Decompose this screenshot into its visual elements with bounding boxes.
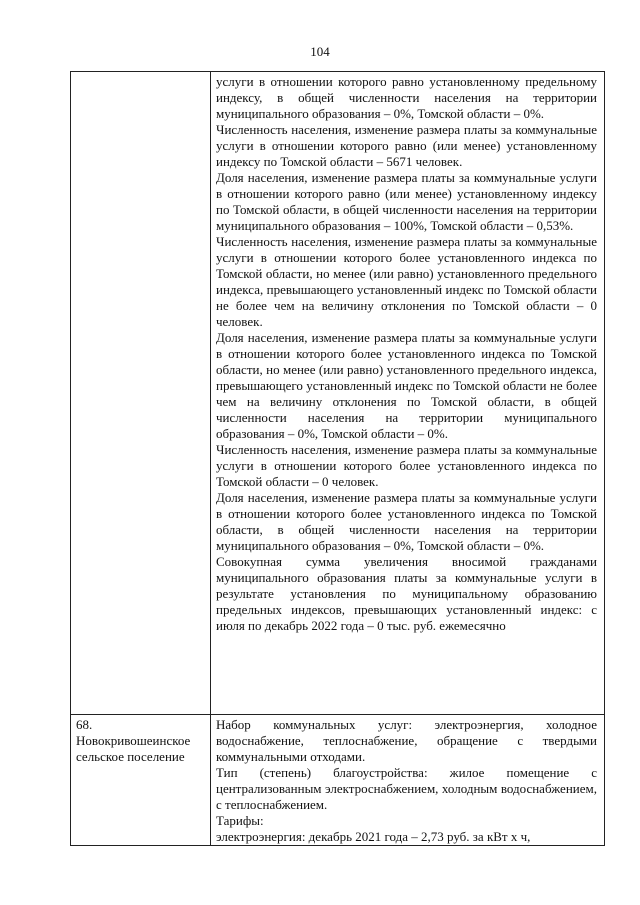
column-divider bbox=[210, 72, 211, 845]
paragraph: Численность населения, изменение размера платы за коммунальные услуги в отношении которого более установленного индекса по Томской области, но менее (или равно) установленного предельного индекса, превышающего установленный индекс по Томской области не более чем на величину отклонения по Томской области – 0 человек. bbox=[216, 234, 597, 329]
paragraph: Доля населения, изменение размера платы за коммунальные услуги в отношении которого равно (или менее) установленному индексу по Томской области, в общей численности населения на территории муниципального образования – 100%, Томской области – 0,53%. bbox=[216, 170, 597, 233]
row-divider bbox=[71, 714, 604, 715]
row-2-description-cell bbox=[216, 717, 597, 845]
paragraph: Доля населения, изменение размера платы за коммунальные услуги в отношении которого более установленного индекса по Томской области, в общей численности населения на территории муниципального образования – 0%, Томской области – 0%. bbox=[216, 490, 597, 553]
paragraph: Набор коммунальных услуг: электроэнергия, холодное водоснабжение, теплоснабжение, обращение с твердыми коммунальными отходами. bbox=[216, 717, 597, 764]
municipality-name: Новокривошеинское сельское поселение bbox=[76, 733, 191, 764]
paragraph: Тарифы: bbox=[216, 813, 264, 828]
document-table bbox=[70, 71, 605, 846]
paragraph: электроэнергия: декабрь 2021 года – 2,73 руб. за кВт х ч, bbox=[216, 829, 531, 844]
paragraph: Тип (степень) благоустройства: жилое помещение с централизованным электроснабжением, холодным водоснабжением, с теплоснабжением. bbox=[216, 765, 597, 812]
row-1-description-cell bbox=[216, 74, 597, 634]
row-number: 68. bbox=[76, 717, 93, 732]
row-2-municipality-cell bbox=[76, 717, 204, 765]
page-number: 104 bbox=[310, 44, 330, 59]
paragraph: услуги в отношении которого равно установленному предельному индексу, в общей численности населения на территории муниципального образования – 0%, Томской области – 0%. bbox=[216, 74, 597, 121]
paragraph: Численность населения, изменение размера платы за коммунальные услуги в отношении которого равно (или менее) установленному индексу по Томской области – 5671 человек. bbox=[216, 122, 597, 169]
paragraph: Совокупная сумма увеличения вносимой гражданами муниципального образования платы за коммунальные услуги в результате установления по муниципальному образованию предельных индексов, превышающих установленный индекс: с июля по декабрь 2022 года – 0 тыс. руб. ежемесячно bbox=[216, 554, 597, 633]
paragraph: Численность населения, изменение размера платы за коммунальные услуги в отношении которого более установленного индекса по Томской области – 0 человек. bbox=[216, 442, 597, 489]
paragraph: Доля населения, изменение размера платы за коммунальные услуги в отношении которого более установленного индекса по Томской области, но менее (или равно) установленного предельного индекса, превышающего установленный индекс по Томской области не более чем на величину отклонения по Томской области, в общей численности населения на территории муниципального образования – 0%, Томской области – 0%. bbox=[216, 330, 597, 441]
